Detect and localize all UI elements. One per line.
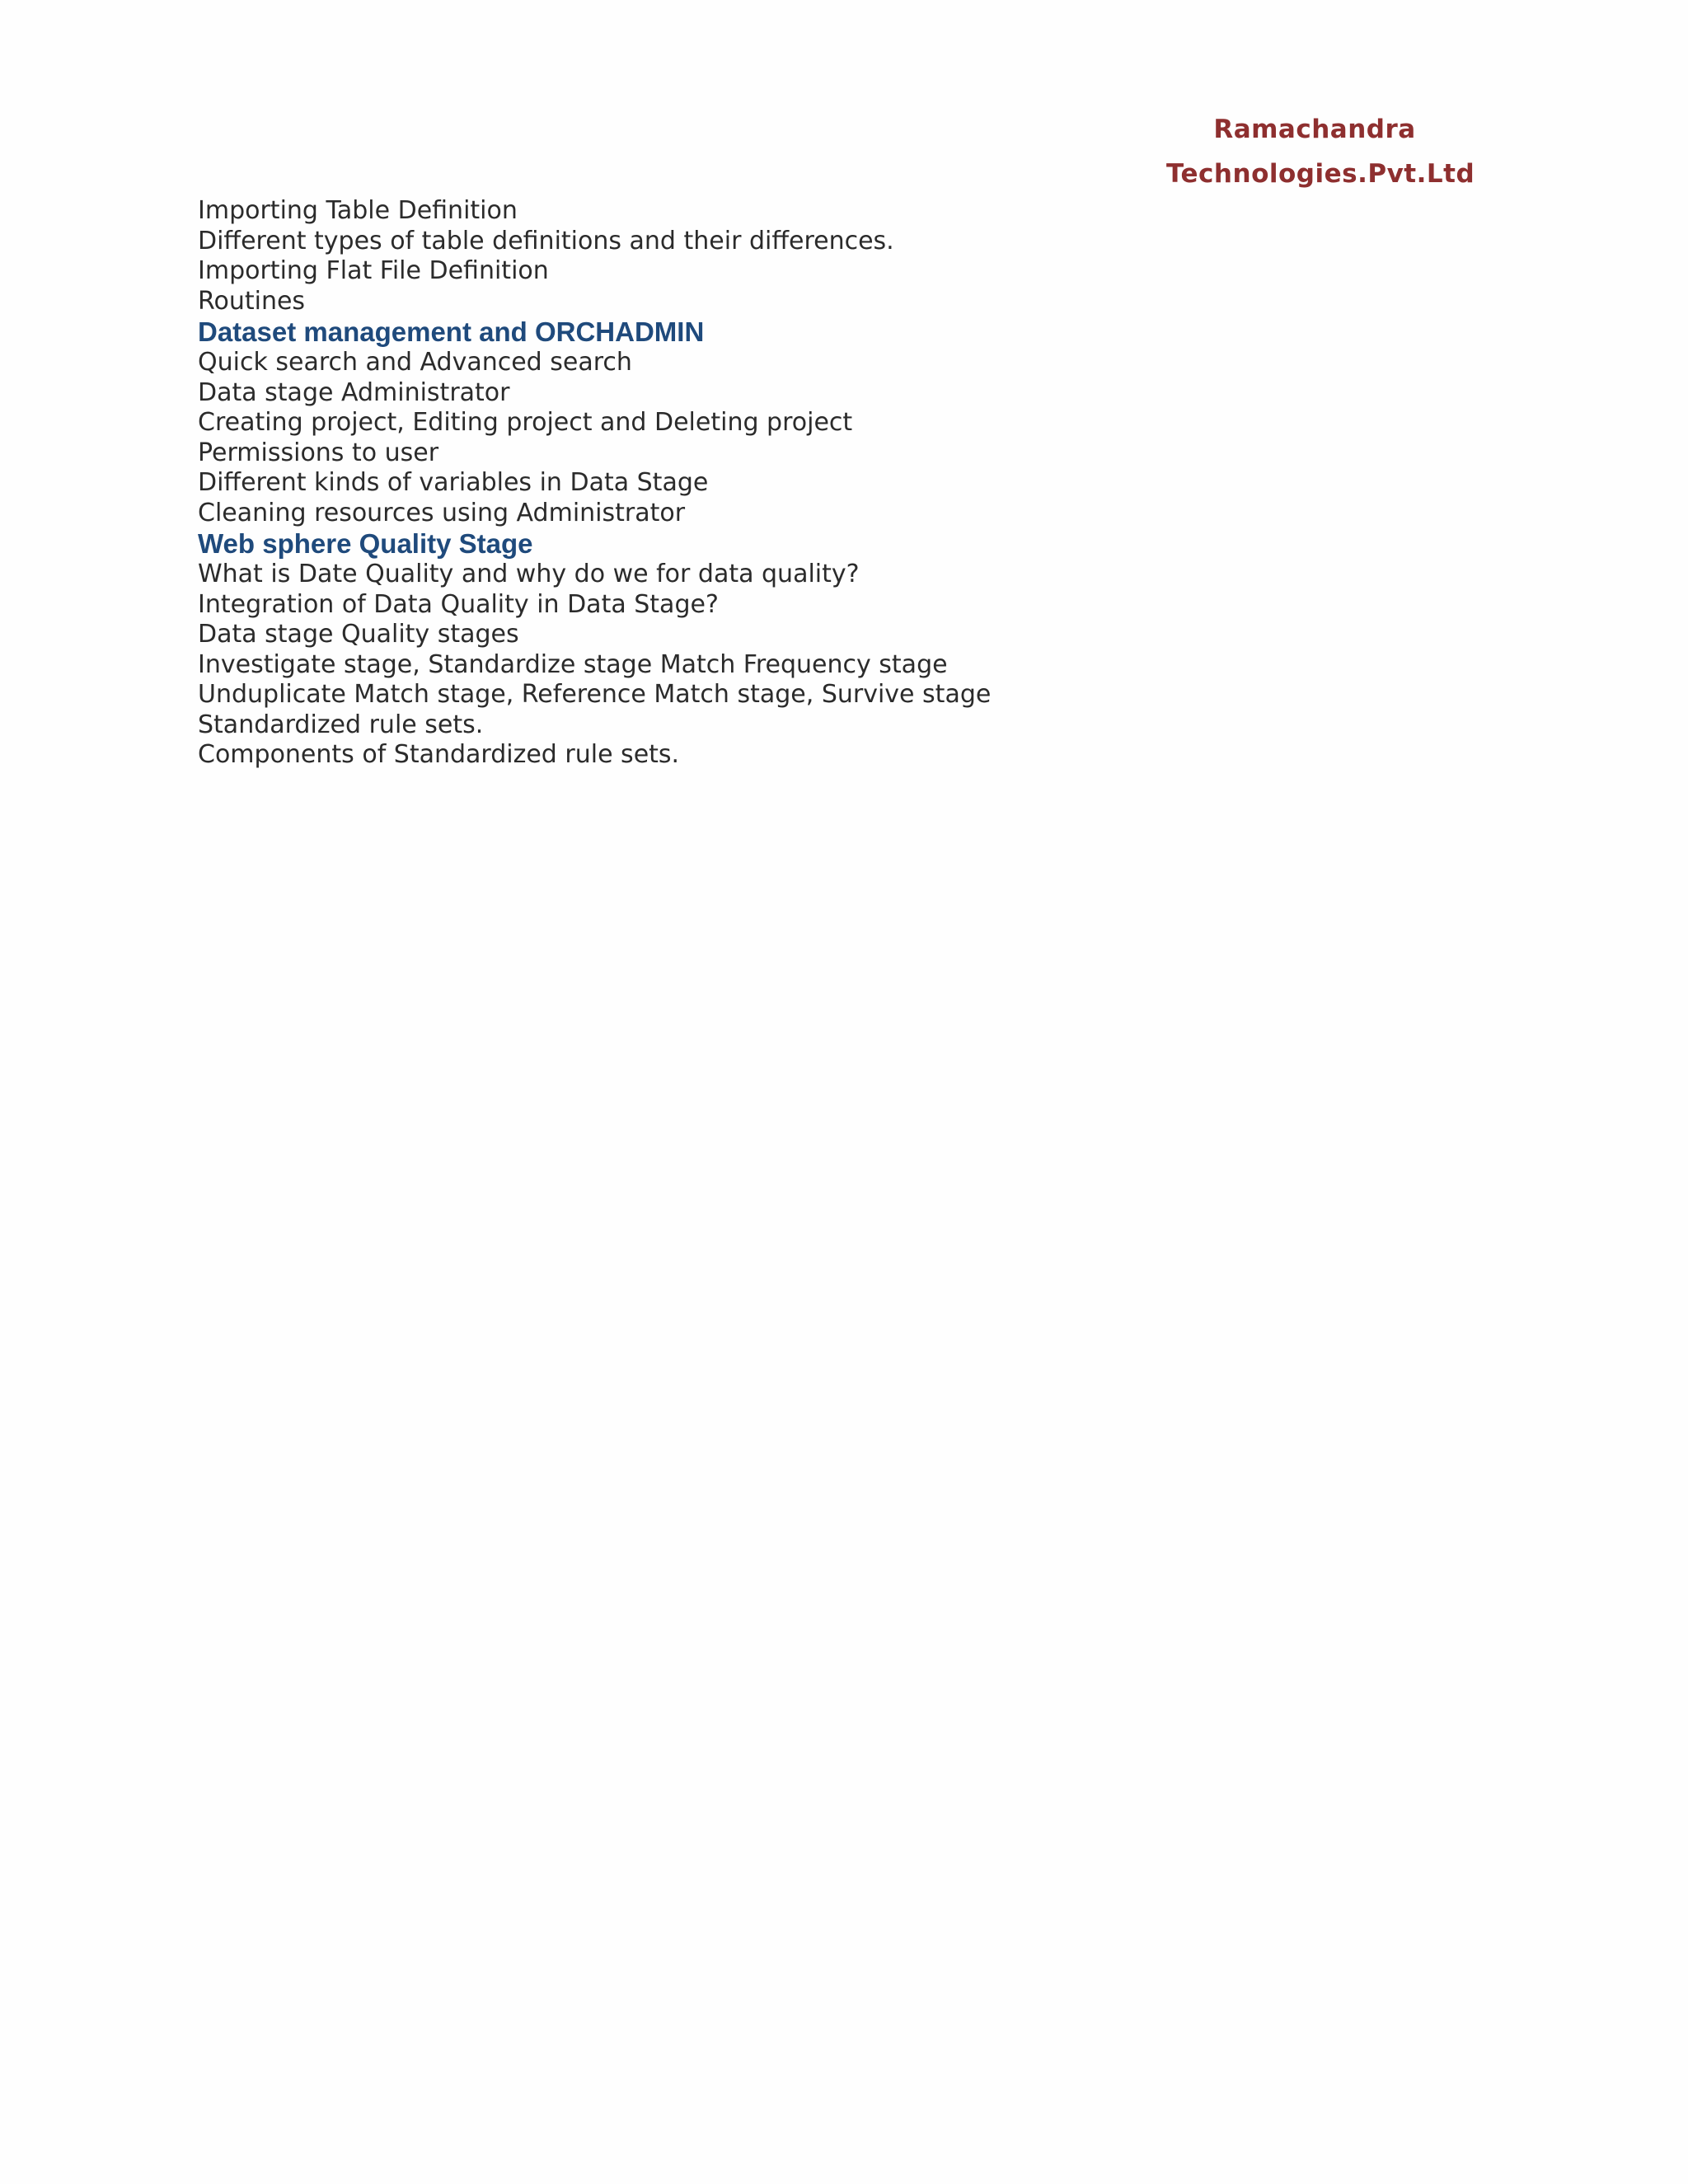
topic-item: Different kinds of variables in Data Stage [198,468,709,497]
topic-item: Data stage Administrator [198,377,510,407]
topic-item: Investigate stage, Standardize stage Match Frequency stage [198,649,948,679]
topic-item: Components of Standardized rule sets. [198,740,680,769]
company-name-line-2: Technologies.Pvt.Ltd [1166,159,1475,189]
topic-item: Permissions to user [198,438,439,467]
topic-item: Data stage Quality stages [198,620,519,649]
topic-item: Unduplicate Match stage, Reference Match stage, Survive stage [198,680,992,709]
topic-item: Creating project, Editing project and Deleting project [198,408,853,437]
topic-item: Different types of table definitions and their differences. [198,226,894,255]
company-name-line-1: Ramachandra [1213,115,1416,144]
topic-item: What is Date Quality and why do we for data quality? [198,560,860,588]
company-logo-text [1166,107,1475,196]
topic-item: Importing Table Definition [198,196,518,225]
course-content [198,196,1434,771]
section-heading: Dataset management and ORCHADMIN [198,316,705,347]
topic-item: Quick search and Advanced search [198,348,632,377]
topic-item: Cleaning resources using Administrator [198,498,686,527]
topic-item: Integration of Data Quality in Data Stage? [198,589,719,619]
topic-item: Routines [198,286,306,316]
section-heading: Web sphere Quality Stage [198,528,533,559]
topic-item: Importing Flat File Definition [198,256,549,285]
topic-item: Standardized rule sets. [198,710,484,739]
